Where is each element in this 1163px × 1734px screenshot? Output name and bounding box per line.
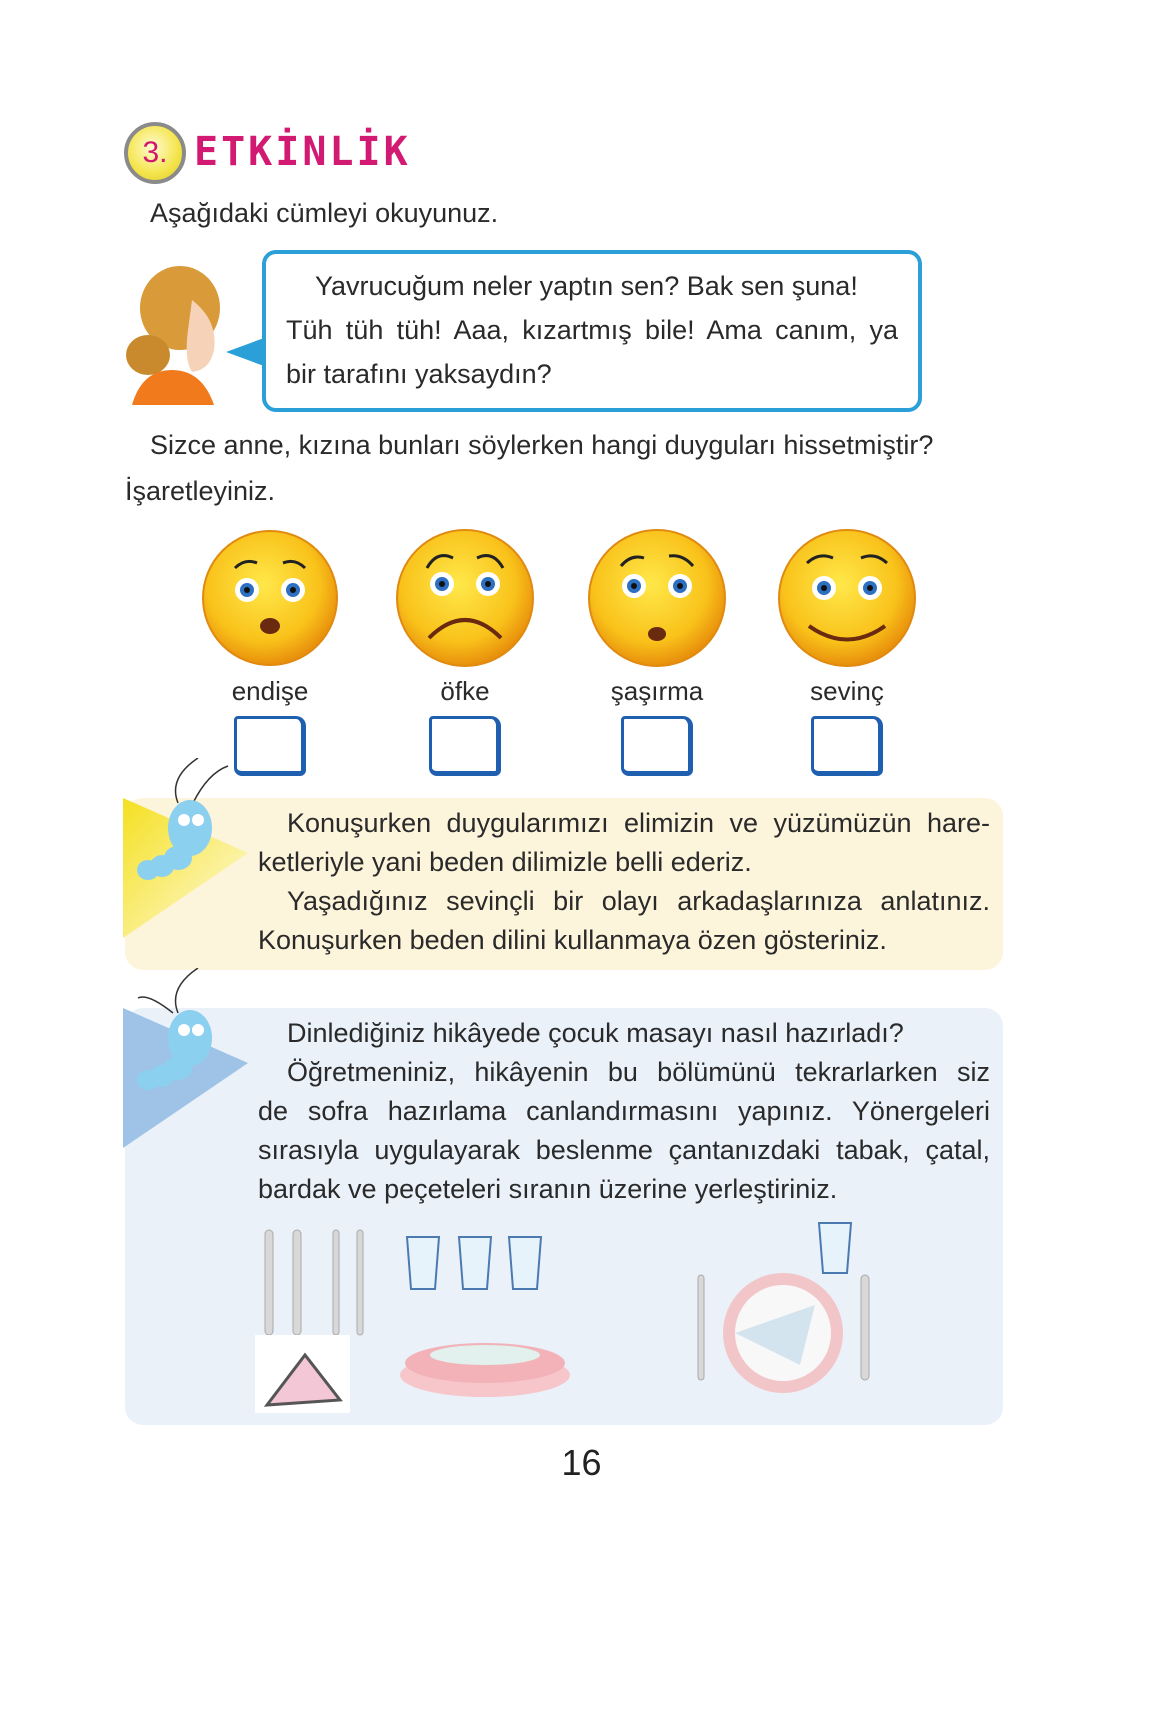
surprised-face-icon <box>582 528 732 668</box>
glass-icon <box>509 1237 541 1289</box>
glass-icon <box>407 1237 439 1289</box>
glass-icon <box>459 1237 491 1289</box>
emotion-label: şaşırma <box>610 676 704 706</box>
emotion-option <box>385 528 545 776</box>
emotion-option <box>577 528 737 776</box>
emotion-label: endişe <box>231 676 309 706</box>
activity-number-badge <box>124 122 186 184</box>
caterpillar-thinking-mascot-icon <box>118 968 258 1153</box>
speech-section <box>0 250 1163 412</box>
activity-header <box>0 118 1163 190</box>
plates-icon <box>400 1343 570 1397</box>
checkbox-sevinc[interactable] <box>811 716 883 776</box>
caterpillar-mascot-icon <box>118 758 258 943</box>
plate-icon <box>723 1273 843 1393</box>
question <box>0 422 1163 514</box>
speech-line: Yavrucuğum neler yaptın sen? Bak sen şuna! <box>315 271 858 301</box>
activity-number: 3. <box>142 136 168 169</box>
mother-illustration <box>122 260 222 405</box>
fork-icon <box>357 1230 363 1335</box>
knife-icon <box>293 1230 301 1335</box>
glass-icon <box>819 1223 851 1273</box>
knife-icon <box>265 1230 273 1335</box>
activity-title: ETKİNLİK <box>194 129 411 175</box>
speech-line: Tüh tüh tüh! Aaa, kızartmış bile! Ama canım, ya <box>286 315 898 345</box>
knife-icon <box>861 1275 869 1380</box>
info-box <box>125 798 1003 970</box>
question-line: Sizce anne, kızına bunları söylerken hangi duyguları hissetmiştir? <box>150 430 934 460</box>
task-line: sırasıyla uygulayarak beslenme çantanızdaki tabak, çatal, <box>258 1135 990 1165</box>
info-line: Konuşurken duygularımızı elimizin ve yüzümüzün hare- <box>287 808 990 838</box>
page-number: 16 <box>561 1442 602 1483</box>
task-line: de sofra hazırlama canlandırmasını yapınız. Yönergeleri <box>258 1096 990 1126</box>
info-line: ketleriyle yani beden dilimizle belli ederiz. <box>258 847 752 877</box>
fork-icon <box>333 1230 339 1335</box>
info-line: Yaşadığınız sevinçli bir olayı arkadaşlarınıza anlatınız. <box>287 886 990 916</box>
emotion-option <box>190 528 350 776</box>
fork-icon <box>698 1275 704 1380</box>
task-line: Dinlediğiniz hikâyede çocuk masayı nasıl hazırladı? <box>287 1018 904 1048</box>
emotion-options <box>0 528 1163 788</box>
task-line: bardak ve peçeteleri sıranın üzerine yerleştiriniz. <box>258 1174 838 1204</box>
instruction: Aşağıdaki cümleyi okuyunuz. <box>150 198 499 228</box>
task-line: Öğretmeniniz, hikâyenin bu bölümünü tekrarlarken siz <box>287 1057 990 1087</box>
speech-line: bir tarafını yaksaydın? <box>286 359 552 389</box>
speech-bubble <box>262 250 922 412</box>
emotion-label: öfke <box>440 676 490 706</box>
angry-face-icon <box>390 528 540 668</box>
task-box <box>125 1008 1003 1425</box>
table-setting-illustration <box>255 1215 895 1415</box>
checkbox-sasirma[interactable] <box>621 716 693 776</box>
checkbox-ofke[interactable] <box>429 716 501 776</box>
question-line: İşaretleyiniz. <box>125 476 276 506</box>
emotion-option <box>767 528 927 776</box>
emotion-label: sevinç <box>810 676 884 706</box>
happy-face-icon <box>772 528 922 668</box>
info-line: Konuşurken beden dilini kullanmaya özen gösteriniz. <box>258 925 887 955</box>
worried-face-icon <box>195 528 345 668</box>
speech-bubble-tail <box>226 338 264 366</box>
